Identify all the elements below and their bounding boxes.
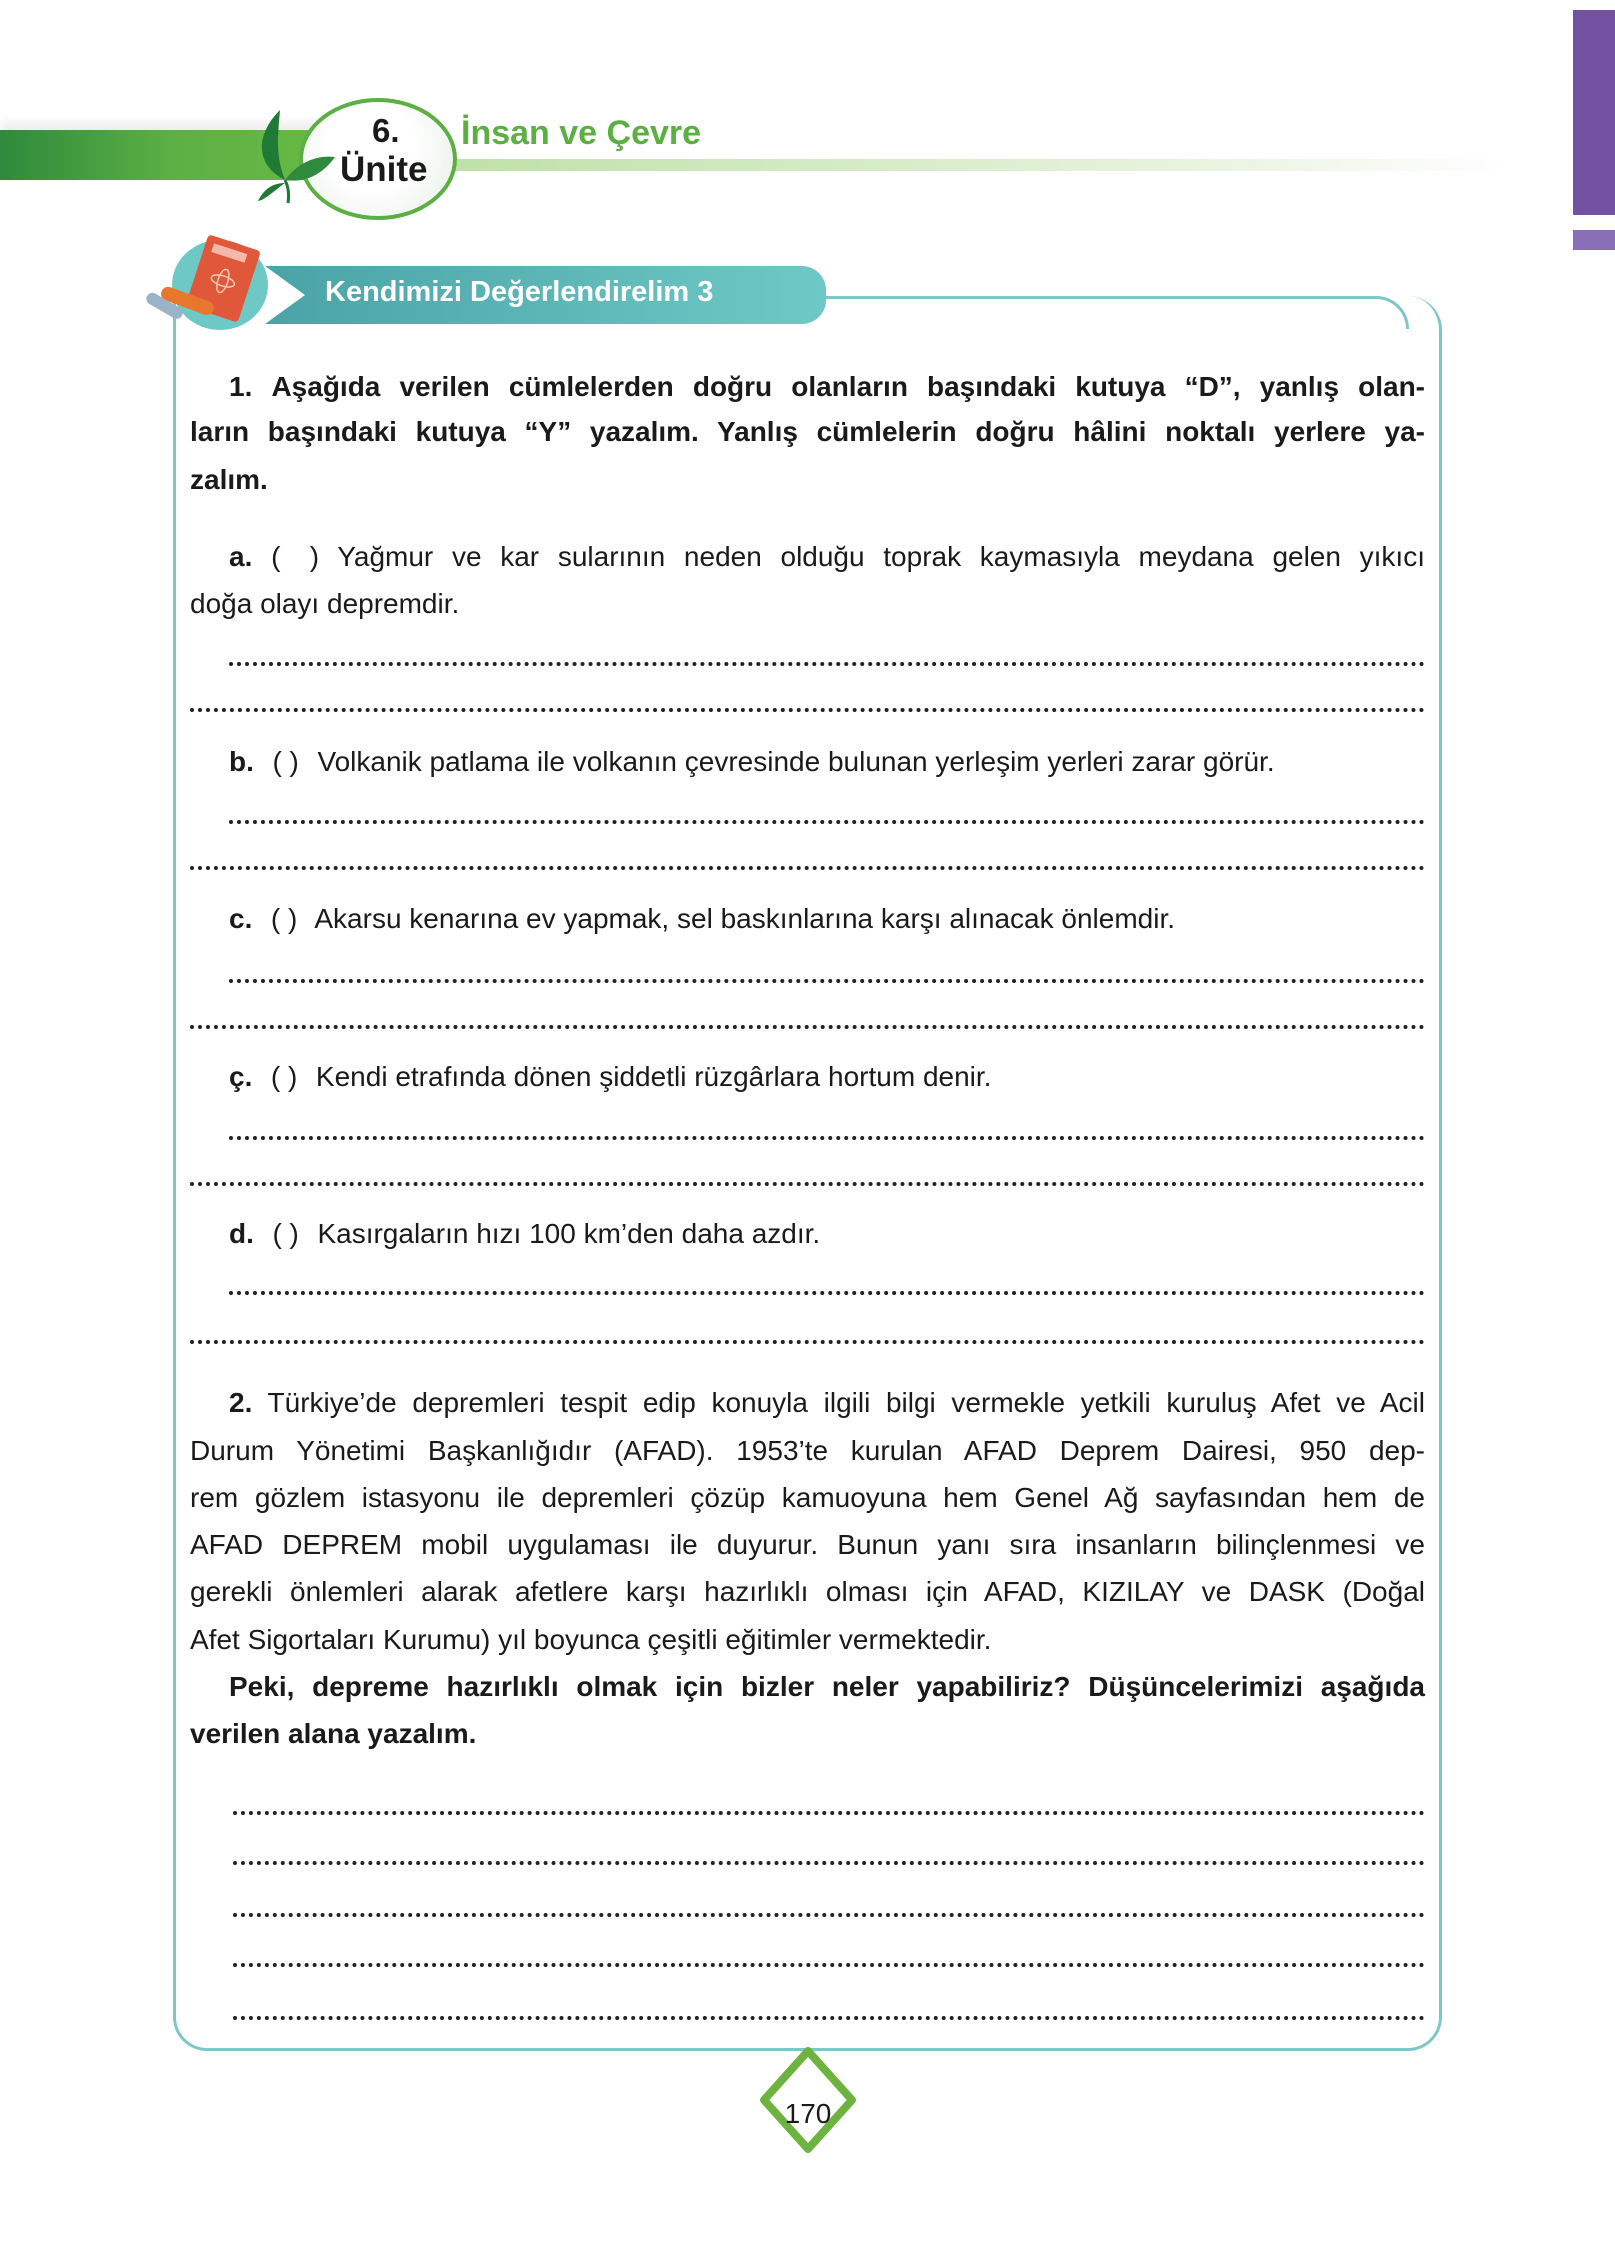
question-2-line bbox=[190, 1481, 1425, 1515]
question-2-prompt-text: verilen alana yazalım. bbox=[190, 1718, 477, 1749]
question-1-line bbox=[190, 415, 1425, 449]
question-2-text: Durum Yönetimi Başkanlığıdır (AFAD). 1953’te kurulan AFAD Deprem Dairesi, 950 dep- bbox=[190, 1435, 1425, 1466]
answer-line-d-1[interactable] bbox=[229, 1291, 1425, 1295]
answer-line-q2-4[interactable] bbox=[233, 1963, 1425, 1967]
item-d bbox=[229, 1217, 820, 1251]
item-label: c. bbox=[229, 903, 253, 934]
chapter-tab-marker-small bbox=[1573, 230, 1615, 250]
question-2-text: rem gözlem istasyonu ile depremleri çözüp kamuoyuna hem Genel Ağ sayfasından hem de bbox=[190, 1482, 1425, 1513]
answer-line-b-1[interactable] bbox=[229, 820, 1425, 824]
answer-line-q2-1[interactable] bbox=[233, 1811, 1425, 1815]
answer-line-a-1[interactable] bbox=[229, 662, 1425, 666]
question-2-prompt-text: Peki, depreme hazırlıklı olmak için bizler neler yapabiliriz? Düşüncelerimizi aşağıda bbox=[229, 1671, 1425, 1702]
question-1-line bbox=[190, 463, 268, 497]
question-1-number: 1. bbox=[229, 371, 253, 402]
answer-line-q2-2[interactable] bbox=[233, 1861, 1425, 1865]
unit-label: Ünite bbox=[340, 150, 428, 189]
question-2-line bbox=[229, 1386, 1425, 1420]
item-text: Yağmur ve kar sularının neden olduğu toprak kaymasıyla meydana gelen yıkıcı bbox=[337, 541, 1425, 572]
question-2-number: 2. bbox=[229, 1387, 253, 1418]
answer-line-q2-5[interactable] bbox=[233, 2016, 1425, 2020]
item-label: a. bbox=[229, 541, 253, 572]
item-label: d. bbox=[229, 1218, 254, 1249]
question-2-line bbox=[190, 1528, 1425, 1562]
answer-box-cc[interactable]: ( ) bbox=[270, 1061, 298, 1092]
item-text: doğa olayı depremdir. bbox=[190, 588, 460, 619]
item-a bbox=[229, 540, 1425, 574]
book-icon bbox=[135, 235, 275, 335]
unit-number: 6. bbox=[372, 112, 400, 149]
question-2-text: Türkiye’de depremleri tespit edip konuyla ilgili bilgi vermekle yetkili kuruluş Afet ve Acil bbox=[267, 1387, 1425, 1418]
answer-box-c[interactable]: ( ) bbox=[270, 903, 298, 934]
unit-title: İnsan ve Çevre bbox=[461, 114, 702, 152]
question-2-line bbox=[190, 1575, 1425, 1609]
answer-line-cc-2[interactable] bbox=[190, 1182, 1425, 1186]
question-2-prompt bbox=[190, 1717, 476, 1751]
question-2-line bbox=[190, 1623, 991, 1657]
answer-box-d[interactable]: ( ) bbox=[272, 1218, 299, 1249]
answer-box-b[interactable]: ( ) bbox=[272, 746, 299, 777]
answer-line-c-1[interactable] bbox=[229, 979, 1425, 983]
question-2-text: gerekli önlemleri alarak afetlere karşı hazırlıklı olması için AFAD, KIZILAY ve DASK (Doğal bbox=[190, 1576, 1425, 1607]
question-2-text: AFAD DEPREM mobil uygulaması ile duyurur. Bunun yanı sıra insanların bilinçlenmesi ve bbox=[190, 1529, 1425, 1560]
answer-line-d-2[interactable] bbox=[190, 1340, 1425, 1344]
answer-line-a-2[interactable] bbox=[190, 708, 1425, 712]
question-1-text: zalım. bbox=[190, 464, 268, 495]
item-c bbox=[229, 902, 1175, 936]
item-text: Kendi etrafında dönen şiddetli rüzgârlara hortum denir. bbox=[315, 1061, 992, 1092]
answer-line-cc-1[interactable] bbox=[229, 1136, 1425, 1140]
unit-header-line bbox=[440, 159, 1510, 171]
item-label: ç. bbox=[229, 1061, 253, 1092]
answer-box-a[interactable]: ( ) bbox=[271, 541, 320, 572]
question-1-text: ların başındaki kutuya “Y” yazalım. Yanlış cümlelerin doğru hâlini noktalı yerlere ya- bbox=[190, 416, 1425, 447]
section-title: Kendimizi Değerlendirelim 3 bbox=[325, 276, 714, 308]
question-2-text: Afet Sigortaları Kurumu) yıl boyunca çeşitli eğitimler vermektedir. bbox=[190, 1624, 992, 1655]
question-1-line bbox=[229, 370, 1425, 404]
item-text: Volkanik patlama ile volkanın çevresinde bulunan yerleşim yerleri zarar görür. bbox=[317, 746, 1275, 777]
item-text: Kasırgaların hızı 100 km’den daha azdır. bbox=[317, 1218, 821, 1249]
question-2-line bbox=[190, 1434, 1425, 1468]
answer-line-q2-3[interactable] bbox=[233, 1913, 1425, 1917]
answer-line-c-2[interactable] bbox=[190, 1025, 1425, 1029]
item-cc bbox=[229, 1060, 991, 1094]
chapter-tab-marker bbox=[1573, 10, 1615, 215]
item-text: Akarsu kenarına ev yapmak, sel baskınlarına karşı alınacak önlemdir. bbox=[314, 903, 1176, 934]
leaf-icon bbox=[250, 105, 340, 205]
item-b bbox=[229, 745, 1275, 779]
item-a-cont bbox=[190, 587, 459, 621]
page-number: 170 bbox=[784, 2098, 832, 2129]
question-1-text: Aşağıda verilen cümlelerden doğru olanların başındaki kutuya “D”, yanlış olan- bbox=[271, 371, 1425, 402]
question-2-prompt bbox=[229, 1670, 1425, 1704]
item-label: b. bbox=[229, 746, 254, 777]
answer-line-b-2[interactable] bbox=[190, 866, 1425, 870]
